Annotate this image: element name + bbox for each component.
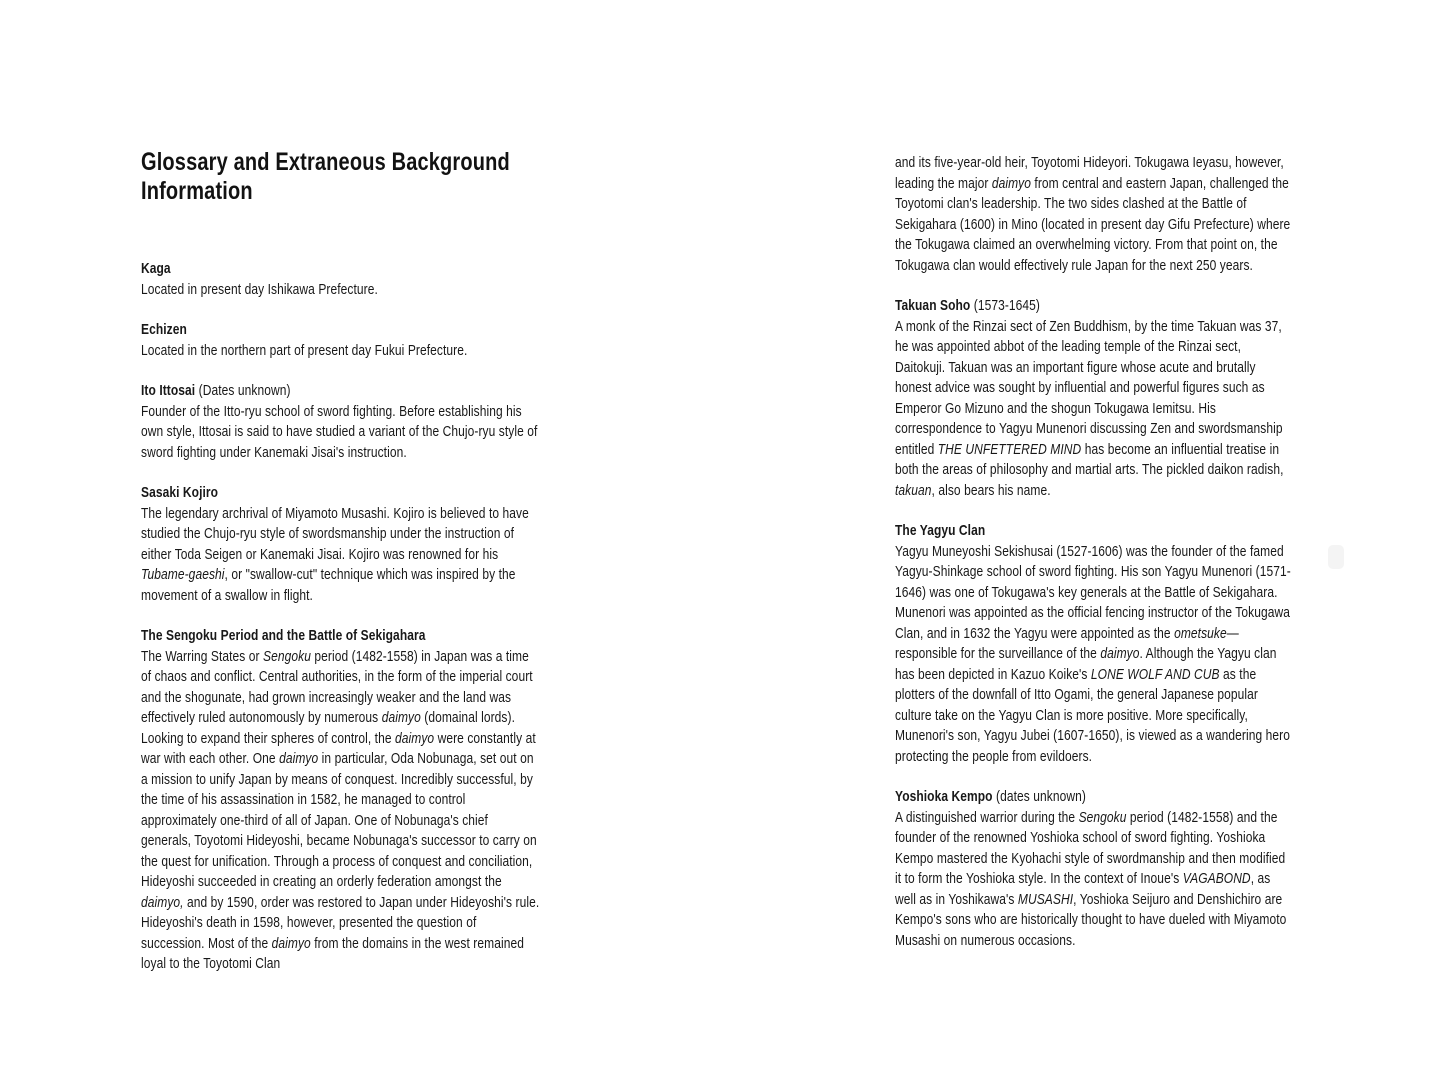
entry-body: Founder of the Itto-ryu school of sword fighting. Before establishing his own style, Ittosai is said to have studied a variant of the Chujo-ryu style of sword fighting under Kanemaki Jisai's instruction. [141, 402, 538, 461]
entry-body: Yagyu Muneyoshi Sekishusai (1527-1606) was the founder of the famed Yagyu-Shinkage school of sword fighting. His son Yagyu Munenori (1571-1646) was one of Tokugawa's key generals at the Battle of Sekigahara. Munenori was appointed as the official fencing instructor of the Tokugawa Clan, and in 1632 the Yagyu were appointed as the ometsuke—responsible for the surveillance of the daimyo. Although the Yagyu clan has been depicted in Kazuo Koike's LONE WOLF AND CUB as the plotters of the downfall of Itto Ogami, the general Japanese popular culture take on the Yagyu Clan is more positive. More specifically, Munenori's son, Yagyu Jubei (1607-1650), is viewed as a wandering hero protecting the people from evildoers. [895, 542, 1291, 765]
glossary-entry [895, 787, 1293, 951]
glossary-entry [895, 153, 1293, 276]
entry-body: The legendary archrival of Miyamoto Musashi. Kojiro is believed to have studied the Chujo-ryu style of swordsmanship under the instruction of either Toda Seigen or Kanemaki Jisai. Kojiro was renowned for his Tubame-gaeshi, or "swallow-cut" technique which was inspired by the movement of a swallow in flight. [141, 504, 529, 604]
entry-body: A distinguished warrior during the Sengoku period (1482-1558) and the founder of the renowned Yoshioka school of sword fighting. Yoshioka Kempo mastered the Kyohachi style of swordmanship and then modified it to form the Yoshioka style. In the context of Inoue's VAGABOND, as well as in Yoshikawa's MUSASHI, Yoshioka Seijuro and Denshichiro are Kempo's sons who are historically thought to have dueled with Miyamoto Musashi on numerous occasions. [895, 808, 1287, 949]
entry-heading: Ito Ittosai (Dates unknown) [141, 382, 291, 399]
glossary-entry [141, 259, 539, 300]
glossary-entry [895, 521, 1293, 767]
glossary-entry [141, 483, 539, 606]
scan-smudge-artifact [1328, 545, 1344, 569]
page-title: Glossary and Extraneous Background Information [141, 148, 510, 205]
glossary-entry [141, 626, 539, 975]
entry-heading: Sasaki Kojiro [141, 484, 219, 501]
glossary-entry [895, 296, 1293, 501]
entry-heading: The Sengoku Period and the Battle of Sekigahara [141, 627, 426, 644]
entry-body: and its five-year-old heir, Toyotomi Hideyori. Tokugawa Ieyasu, however, leading the major daimyo from central and eastern Japan, challenged the Toyotomi clan's leadership. The two sides clashed at the Battle of Sekigahara (1600) in Mino (located in present day Gifu Prefecture) where the Tokugawa claimed an overwhelming victory. From that point on, the Tokugawa clan would effectively rule Japan for the next 250 years. [895, 154, 1291, 274]
right-column [895, 153, 1293, 971]
entry-heading: Yoshioka Kempo (dates unknown) [895, 788, 1086, 805]
entry-heading: The Yagyu Clan [895, 522, 986, 539]
entry-heading: Echizen [141, 321, 187, 338]
entry-heading: Kaga [141, 260, 171, 277]
glossary-entry [141, 381, 539, 463]
entry-body: A monk of the Rinzai sect of Zen Buddhism, by the time Takuan was 37, he was appointed abbot of the leading temple of the Rinzai sect, Daitokuji. Takuan was an important figure whose acute and brutally honest advice was sought by influential and powerful figures such as Emperor Go Mizuno and the shogun Tokugawa Iemitsu. His correspondence to Yagyu Munenori discussing Zen and swordsmanship entitled THE UNFETTERED MIND has become an influential treatise in both the areas of philosophy and martial arts. The pickled daikon radish, takuan, also bears his name. [895, 317, 1284, 499]
entry-body: Located in the northern part of present day Fukui Prefecture. [141, 341, 468, 359]
entry-body: The Warring States or Sengoku period (1482-1558) in Japan was a time of chaos and conflict. Central authorities, in the form of the imperial court and the shogunate, had grown increasingly weaker and the land was effectively ruled autonomously by numerous daimyo (domainal lords). Looking to expand their spheres of control, the daimyo were constantly at war with each other. One daimyo in particular, Oda Nobunaga, set out on a mission to unify Japan by means of conquest. Incredibly successful, by the time of his assassination in 1582, he managed to control approximately one-third of all of Japan. One of Nobunaga's chief generals, Toyotomi Hideyoshi, became Nobunaga's successor to carry on the quest for unification. Through a process of conquest and conciliation, Hideyoshi succeeded in creating an orderly federation amongst the daimyo, and by 1590, order was restored to Japan under Hideyoshi's rule. Hideyoshi's death in 1598, however, presented the question of succession. Most of the daimyo from the domains in the west remained loyal to the Toyotomi Clan [141, 647, 540, 972]
left-column [141, 148, 539, 995]
glossary-entry [141, 320, 539, 361]
entry-heading: Takuan Soho (1573-1645) [895, 297, 1041, 314]
entry-body: Located in present day Ishikawa Prefecture. [141, 280, 378, 298]
